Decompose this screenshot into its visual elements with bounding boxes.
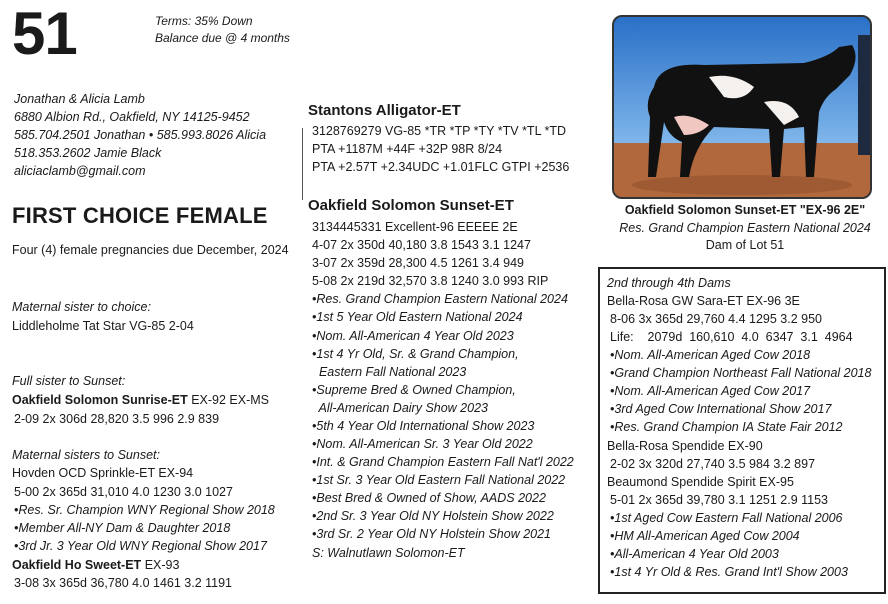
full-sister-grade: EX-92 EX-MS xyxy=(191,393,270,407)
terms-down: Terms: 35% Down xyxy=(155,14,253,28)
dam-name: Oakfield Solomon Sunset-ET xyxy=(308,197,514,214)
dam4-honor: •1st Aged Cow Eastern Fall National 2006 xyxy=(610,511,843,525)
caption-title: Oakfield Solomon Sunset-ET "EX-96 2E" xyxy=(624,203,866,217)
full-sister-record: 2-09 2x 306d 28,820 3.5 996 2.9 839 xyxy=(14,412,220,426)
dam-honor: •2nd Sr. 3 Year Old NY Holstein Show 2022 xyxy=(312,509,554,523)
dam-record: 3-07 2x 359d 28,300 4.5 1261 3.4 949 xyxy=(312,256,524,270)
dam3-record: 2-02 3x 320d 27,740 3.5 984 3.2 897 xyxy=(610,457,816,471)
dam4-honor: •HM All-American Aged Cow 2004 xyxy=(610,529,800,543)
consignor-contact xyxy=(14,90,266,180)
lot-heading: FIRST CHOICE FEMALE xyxy=(12,203,268,228)
maternal-sister-choice-name: Liddleholme Tat Star VG-85 2-04 xyxy=(12,319,194,333)
sister-2-grade: EX-93 xyxy=(144,558,180,572)
dam2-honor: •3rd Aged Cow International Show 2017 xyxy=(610,402,832,416)
dam4-record: 5-01 2x 365d 39,780 3.1 1251 2.9 1153 xyxy=(610,493,829,507)
dam-id-line: 3134445331 Excellent-96 EEEEE 2E xyxy=(312,220,518,234)
sister-2-line xyxy=(12,556,179,574)
dam-honor: •Nom. All-American 4 Year Old 2023 xyxy=(312,329,514,343)
dam-honor: •Nom. All-American Sr. 3 Year Old 2022 xyxy=(312,437,533,451)
full-sister-line xyxy=(12,391,269,409)
dam-honor: Eastern Fall National 2023 xyxy=(312,365,467,379)
dam2-record: 8-06 3x 365d 29,760 4.4 1295 3.2 950 xyxy=(610,312,822,326)
photo-caption xyxy=(606,202,884,255)
dam-sire: S: Walnutlawn Solomon-ET xyxy=(312,546,465,560)
dam2-honor: •Grand Champion Northeast Fall National 2018 xyxy=(610,366,872,380)
full-sister-name: Oakfield Solomon Sunrise-ET xyxy=(12,393,188,407)
consignor-phone-1: 585.704.2501 Jonathan • 585.993.8026 Alicia xyxy=(14,128,267,142)
sister-1-note: •3rd Jr. 3 Year Old WNY Regional Show 2017 xyxy=(14,539,267,553)
sire-line: PTA +2.57T +2.34UDC +1.01FLC GTPI +2536 xyxy=(312,160,570,174)
full-sister-label: Full sister to Sunset: xyxy=(12,374,126,388)
lot-number: 51 xyxy=(12,0,77,67)
dam2-name: Bella-Rosa GW Sara-ET EX-96 3E xyxy=(607,294,800,308)
dam-record: 5-08 2x 219d 32,570 3.8 1240 3.0 993 RIP xyxy=(312,274,549,288)
sister-2-name: Oakfield Ho Sweet-ET xyxy=(12,558,142,572)
dam4-honor: •All-American 4 Year Old 2003 xyxy=(610,547,779,561)
consignor-address: 6880 Albion Rd., Oakfield, NY 14125-9452 xyxy=(14,110,250,124)
dam-honor: All-American Dairy Show 2023 xyxy=(312,401,488,415)
maternal-sister-choice-label: Maternal sister to choice: xyxy=(12,300,151,314)
terms-balance: Balance due @ 4 months xyxy=(155,31,290,45)
sire-name: Stantons Alligator-ET xyxy=(308,102,461,119)
sister-1-note: •Res. Sr. Champion WNY Regional Show 2018 xyxy=(14,503,275,517)
dam2-honor: •Nom. All-American Aged Cow 2018 xyxy=(610,348,811,362)
consignor-name: Jonathan & Alicia Lamb xyxy=(14,92,145,106)
sister-1-name: Hovden OCD Sprinkle-ET EX-94 xyxy=(12,466,194,480)
dam-honor: •Int. & Grand Champion Eastern Fall Nat'l 2022 xyxy=(312,455,574,469)
dam-honor: •1st Sr. 3 Year Old Eastern Fall National 2022 xyxy=(312,473,566,487)
sister-2-record: 3-08 3x 365d 36,780 4.0 1461 3.2 1191 xyxy=(14,576,233,590)
dam2-honor: •Res. Grand Champion IA State Fair 2012 xyxy=(610,420,843,434)
cow-silhouette-icon xyxy=(614,17,870,197)
dam-honor: •5th 4 Year Old International Show 2023 xyxy=(312,419,535,433)
dam-honor: •1st 4 Yr Old, Sr. & Grand Champion, xyxy=(312,347,519,361)
pedigree-connector xyxy=(302,128,303,200)
dam4-name: Beaumond Spendide Spirit EX-95 xyxy=(607,475,794,489)
caption-dam-of: Dam of Lot 51 xyxy=(705,238,785,252)
terms xyxy=(155,13,290,47)
dam3-name: Bella-Rosa Spendide EX-90 xyxy=(607,439,763,453)
sister-1-note: •Member All-NY Dam & Daughter 2018 xyxy=(14,521,231,535)
consignor-phone-2: 518.353.2602 Jamie Black xyxy=(14,146,162,160)
lot-subheading: Four (4) female pregnancies due December, 2024 xyxy=(12,243,289,257)
dam-honor: •Best Bred & Owned of Show, AADS 2022 xyxy=(312,491,546,505)
dam4-honor: •1st 4 Yr Old & Res. Grand Int'l Show 2003 xyxy=(610,565,848,579)
maternal-sisters-label: Maternal sisters to Sunset: xyxy=(12,448,160,462)
caption-award: Res. Grand Champion Eastern National 2024 xyxy=(619,220,871,235)
sister-1-record: 5-00 2x 365d 31,010 4.0 1230 3.0 1027 xyxy=(14,485,233,499)
sire-line: PTA +1187M +44F +32P 98R 8/24 xyxy=(312,142,503,156)
dam-honor: •Supreme Bred & Owned Champion, xyxy=(312,383,516,397)
dams-box-title: 2nd through 4th Dams xyxy=(607,276,731,290)
dam-record: 4-07 2x 350d 40,180 3.8 1543 3.1 1247 xyxy=(312,238,531,252)
dam-honor: •3rd Sr. 2 Year Old NY Holstein Show 2021 xyxy=(312,527,552,541)
cow-photo xyxy=(612,15,872,199)
dam2-life: Life: 2079d 160,610 4.0 6347 3.1 4964 xyxy=(610,330,853,344)
consignor-email[interactable]: aliciaclamb@gmail.com xyxy=(14,164,146,178)
dam-honor: •1st 5 Year Old Eastern National 2024 xyxy=(312,310,523,324)
dam-honor: •Res. Grand Champion Eastern National 2024 xyxy=(312,292,568,306)
sire-line: 3128769279 VG-85 *TR *TP *TY *TV *TL *TD xyxy=(312,124,567,138)
dam2-honor: •Nom. All-American Aged Cow 2017 xyxy=(610,384,811,398)
